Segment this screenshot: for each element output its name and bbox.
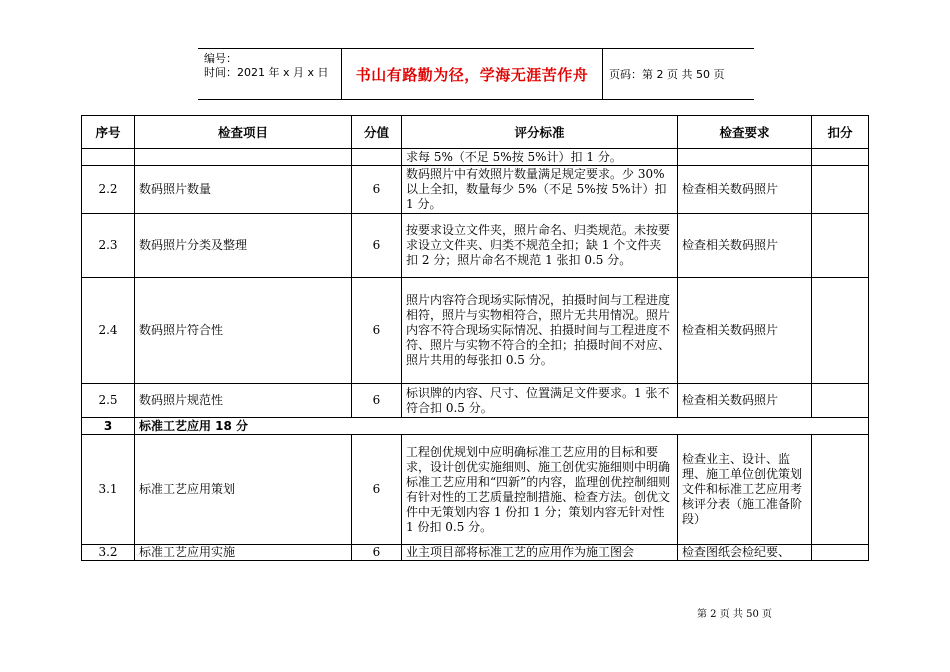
row-deduct [812,278,869,384]
col-header-deduct: 扣分 [812,116,869,149]
col-header-criteria: 评分标准 [402,116,678,149]
row-no: 3.2 [82,545,135,561]
col-header-score: 分值 [352,116,402,149]
row-criteria: 照片内容符合现场实际情况，拍摄时间与工程进度相符，照片与实物相符合，照片无共用情况。照片内容不符合现场实际情况、拍摄时间与工程进度不符、照片与实物不符合的全扣；拍摄时间不对应、照片共用的每张扣 0.5 分。 [402,278,678,384]
row-deduct [812,166,869,214]
row-deduct [812,214,869,278]
row-criteria: 业主项目部将标准工艺的应用作为施工图会 [402,545,678,561]
row-deduct [812,435,869,545]
row-requirement: 检查相关数码照片 [678,278,812,384]
row-no: 2.3 [82,214,135,278]
row-score: 6 [352,384,402,418]
row-criteria: 标识牌的内容、尺寸、位置满足文件要求。1 张不符合扣 0.5 分。 [402,384,678,418]
table-row [82,149,869,166]
row-item: 标准工艺应用策划 [135,435,352,545]
header-motto: 书山有路勤为径，学海无涯苦作舟 [342,49,603,99]
row-criteria: 数码照片中有效照片数量满足规定要求。少 30%以上全扣，数量每少 5%（不足 5%按 5%计）扣 1 分。 [402,166,678,214]
inspection-table [81,115,869,561]
section-title: 标准工艺应用 18 分 [135,418,869,435]
row-deduct [812,545,869,561]
col-header-requirement: 检查要求 [678,116,812,149]
row-item: 数码照片符合性 [135,278,352,384]
row-requirement: 检查相关数码照片 [678,384,812,418]
row-item: 数码照片数量 [135,166,352,214]
row-criteria: 工程创优规划中应明确标准工艺应用的目标和要求，设计创优实施细则、施工创优实施细则中明确标准工艺应用和“四新”的内容，监理创优控制细则有针对性的工艺质量控制措施、检查方法。创优文件中无策划内容 1 份扣 1 分；策划内容无针对性 1 份扣 0.5 分。 [402,435,678,545]
table-row [82,545,869,561]
table-row [82,384,869,418]
row-score [352,149,402,166]
row-no: 2.4 [82,278,135,384]
row-score: 6 [352,214,402,278]
row-no: 2.2 [82,166,135,214]
row-requirement: 检查相关数码照片 [678,214,812,278]
row-no: 2.5 [82,384,135,418]
section-row [82,418,869,435]
header-info [198,49,342,99]
table-header-row [82,116,869,149]
page-footer: 第 2 页 共 50 页 [697,609,772,620]
number-label: 编号： [204,52,237,65]
col-header-no: 序号 [82,116,135,149]
row-item: 数码照片规范性 [135,384,352,418]
row-score: 6 [352,545,402,561]
row-score: 6 [352,435,402,545]
row-score: 6 [352,166,402,214]
row-item: 标准工艺应用实施 [135,545,352,561]
row-requirement: 检查业主、设计、监理、施工单位创优策划文件和标准工艺应用考核评分表（施工准备阶段） [678,435,812,545]
page-header [198,48,754,100]
row-item: 数码照片分类及整理 [135,214,352,278]
row-no: 3.1 [82,435,135,545]
header-page-label: 页码：第 2 页 共 50 页 [609,68,725,81]
row-requirement: 检查图纸会检纪要、 [678,545,812,561]
date-label: 时间：2021 年 x 月 x 日 [204,66,329,79]
table-row [82,214,869,278]
table-row [82,435,869,545]
table-row [82,278,869,384]
row-criteria: 求每 5%（不足 5%按 5%计）扣 1 分。 [402,149,678,166]
col-header-item: 检查项目 [135,116,352,149]
row-requirement: 检查相关数码照片 [678,166,812,214]
row-no [82,149,135,166]
row-deduct [812,149,869,166]
row-item [135,149,352,166]
table-row [82,166,869,214]
row-deduct [812,384,869,418]
row-requirement [678,149,812,166]
row-criteria: 按要求设立文件夹，照片命名、归类规范。未按要求设立文件夹、归类不规范全扣；缺 1 个文件夹扣 2 分；照片命名不规范 1 张扣 0.5 分。 [402,214,678,278]
row-score: 6 [352,278,402,384]
section-no: 3 [82,418,135,435]
